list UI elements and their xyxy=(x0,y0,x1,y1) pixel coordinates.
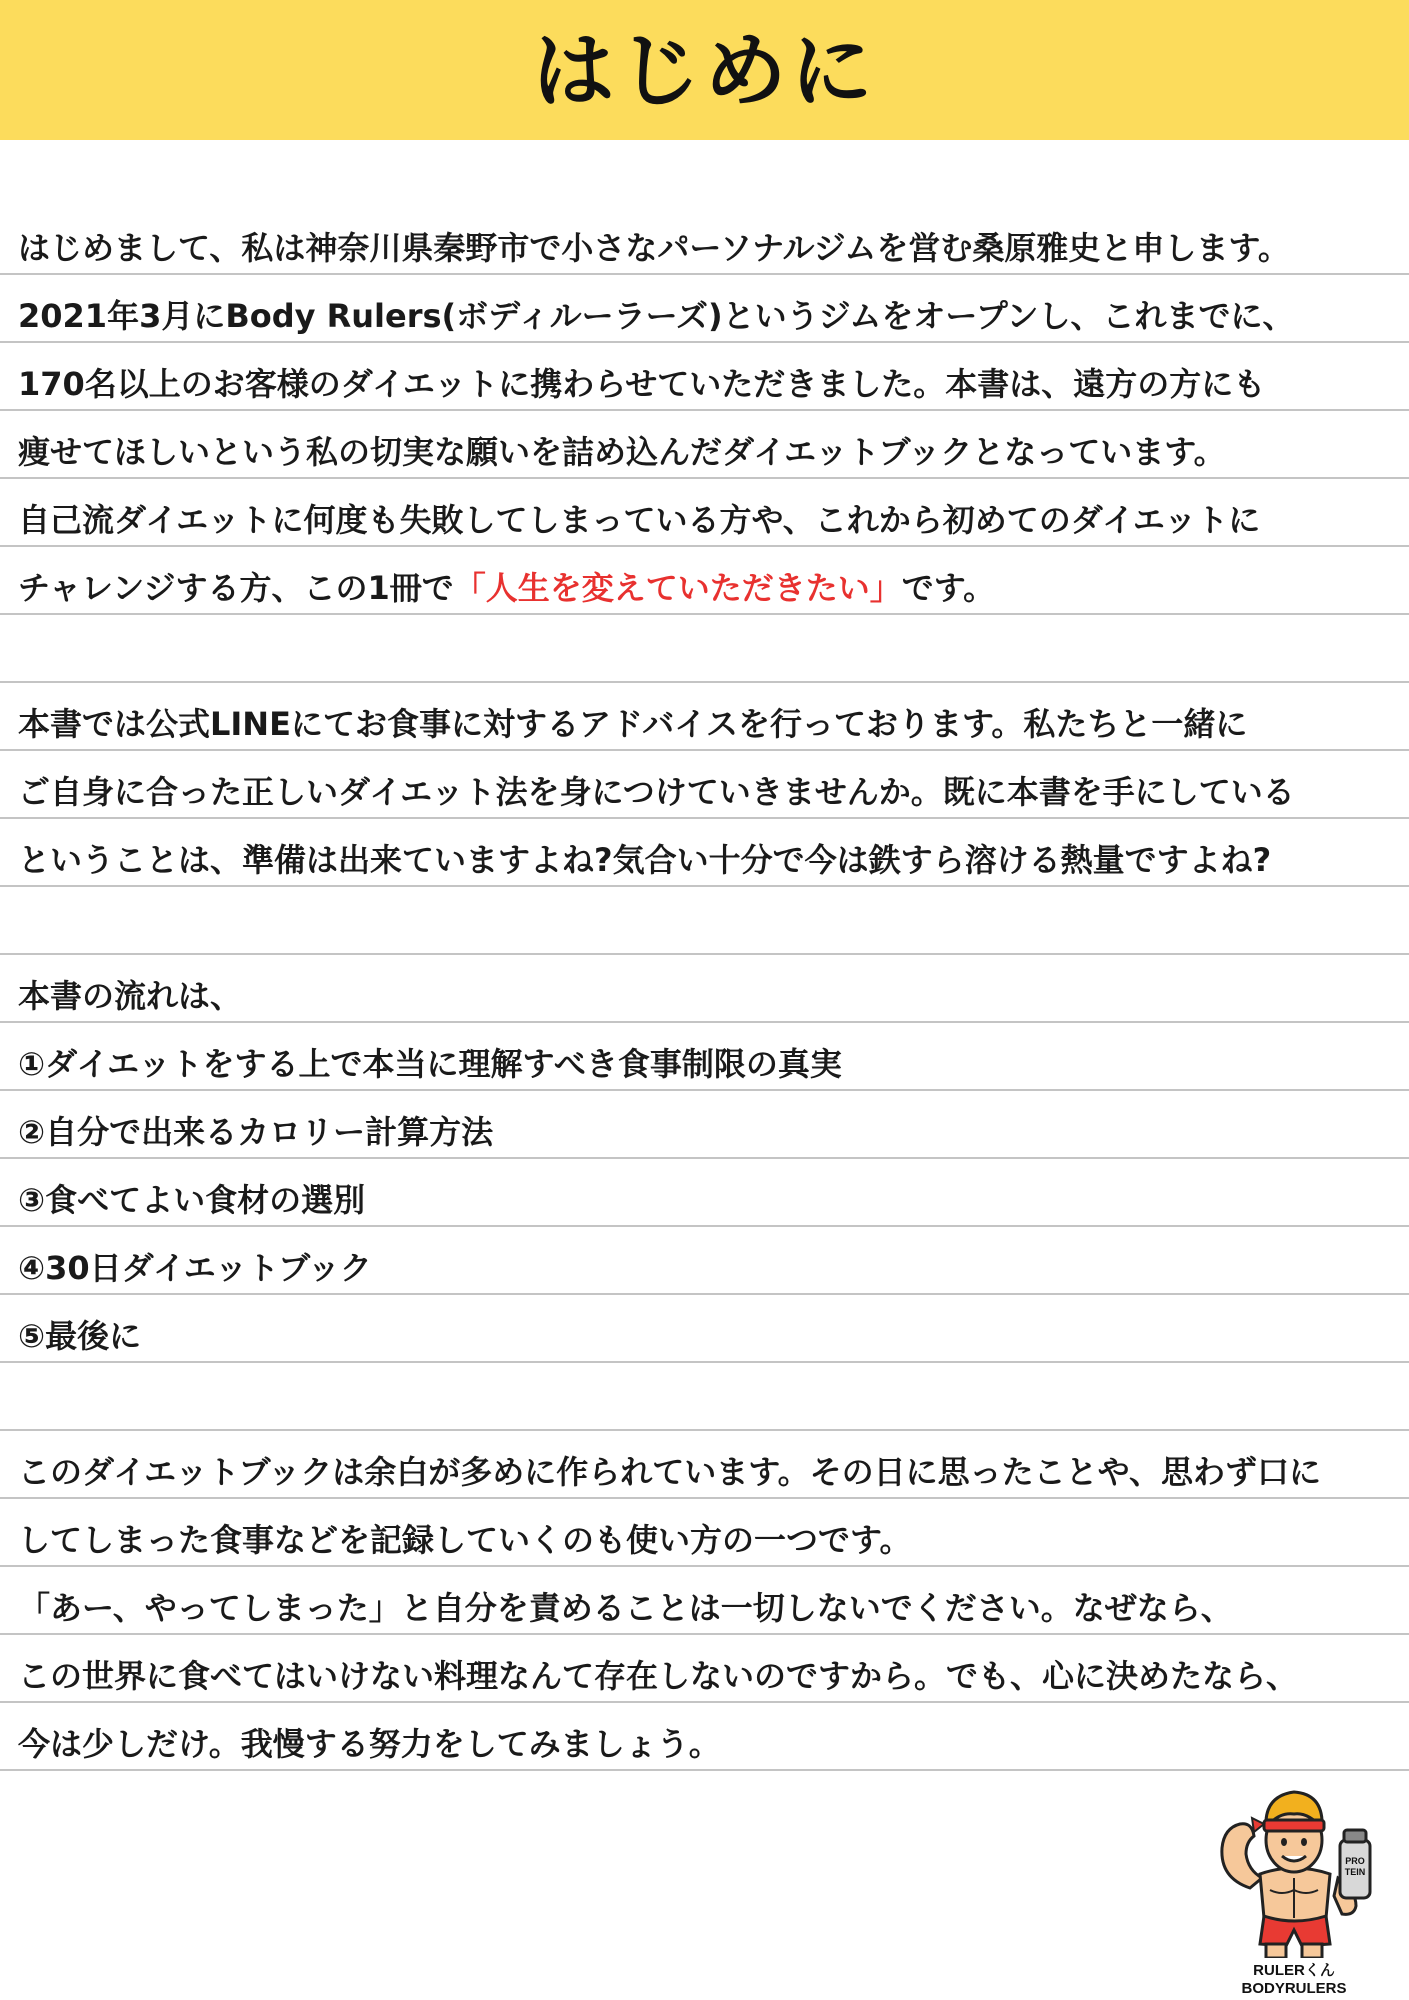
ruled-line xyxy=(0,1361,1409,1363)
list-item: ①ダイエットをする上で本当に理解すべき食事制限の真実 xyxy=(18,1045,842,1083)
ruled-line xyxy=(0,1633,1409,1635)
text-line: 本書では公式LINEにてお食事に対するアドバイスを行っております。私たちと一緒に xyxy=(18,705,1248,743)
bottle-label: TEIN xyxy=(1344,1867,1366,1877)
text-line: 今は少しだけ。我慢する努力をしてみましょう。 xyxy=(18,1725,721,1763)
text-line: 2021年3月にBody Rulers(ボディルーラーズ)というジムをオープンし、これまでに、 xyxy=(18,297,1295,335)
ruled-line xyxy=(0,1089,1409,1091)
ruled-line xyxy=(0,1429,1409,1431)
ruled-line xyxy=(0,1701,1409,1703)
text-line: このダイエットブックは余白が多めに作られています。その日に思ったことや、思わず口に xyxy=(18,1453,1322,1491)
ruled-line xyxy=(0,409,1409,411)
text-line: この世界に食べてはいけない料理なんて存在しないのですから。でも、心に決めたなら、 xyxy=(18,1657,1299,1695)
text-line: はじめまして、私は神奈川県秦野市で小さなパーソナルジムを営む桑原雅史と申します。 xyxy=(18,229,1290,267)
bottle-label: PRO xyxy=(1345,1856,1365,1866)
ruled-line xyxy=(0,1293,1409,1295)
list-item: ④30日ダイエットブック xyxy=(18,1249,372,1287)
list-item: ③食べてよい食材の選別 xyxy=(18,1181,366,1219)
ruled-line xyxy=(0,749,1409,751)
page-title: はじめに xyxy=(532,24,877,119)
list-item: ②自分で出来るカロリー計算方法 xyxy=(18,1113,494,1151)
text-segment: です。 xyxy=(901,569,996,607)
text-line: 自己流ダイエットに何度も失敗してしまっている方や、これから初めてのダイエットに xyxy=(18,501,1261,539)
ruled-line xyxy=(0,1157,1409,1159)
ruled-line xyxy=(0,1497,1409,1499)
text-line: 170名以上のお客様のダイエットに携わらせていただきました。本書は、遠方の方にも xyxy=(18,365,1266,403)
mascot-logo xyxy=(1206,1778,1382,2000)
ruled-line xyxy=(0,885,1409,887)
mascot-name: RULERくん xyxy=(1253,1962,1335,1979)
ruled-line xyxy=(0,681,1409,683)
brand-name: BODYRULERS xyxy=(1241,1980,1347,1997)
ruled-line xyxy=(0,341,1409,343)
list-item: ⑤最後に xyxy=(18,1317,142,1355)
highlighted-phrase: 「人生を変えていただきたい」 xyxy=(453,569,902,607)
mascot-illustration xyxy=(1206,1778,1382,1958)
text-line: ということは、準備は出来ていますよね?気合い十分で今は鉄すら溶ける熱量ですよね? xyxy=(18,841,1272,879)
ruled-line xyxy=(0,613,1409,615)
text-line xyxy=(18,564,1398,612)
ruled-line xyxy=(0,953,1409,955)
ruled-line xyxy=(0,477,1409,479)
ruled-line xyxy=(0,1769,1409,1771)
text-segment: チャレンジする方、この1冊で xyxy=(18,569,454,607)
text-line: ご自身に合った正しいダイエット法を身につけていきませんか。既に本書を手にしている xyxy=(18,773,1295,811)
ruled-line xyxy=(0,817,1409,819)
text-line: 痩せてほしいという私の切実な願いを詰め込んだダイエットブックとなっています。 xyxy=(18,433,1226,471)
text-line: 「あー、やってしまった」と自分を責めることは一切しないでください。なぜなら、 xyxy=(18,1589,1233,1627)
ruled-line xyxy=(0,1225,1409,1227)
text-line: 本書の流れは、 xyxy=(18,977,243,1015)
ruled-line xyxy=(0,1021,1409,1023)
ruled-line xyxy=(0,1565,1409,1567)
text-line: してしまった食事などを記録していくのも使い方の一つです。 xyxy=(18,1521,912,1559)
ruled-line xyxy=(0,545,1409,547)
ruled-line xyxy=(0,273,1409,275)
